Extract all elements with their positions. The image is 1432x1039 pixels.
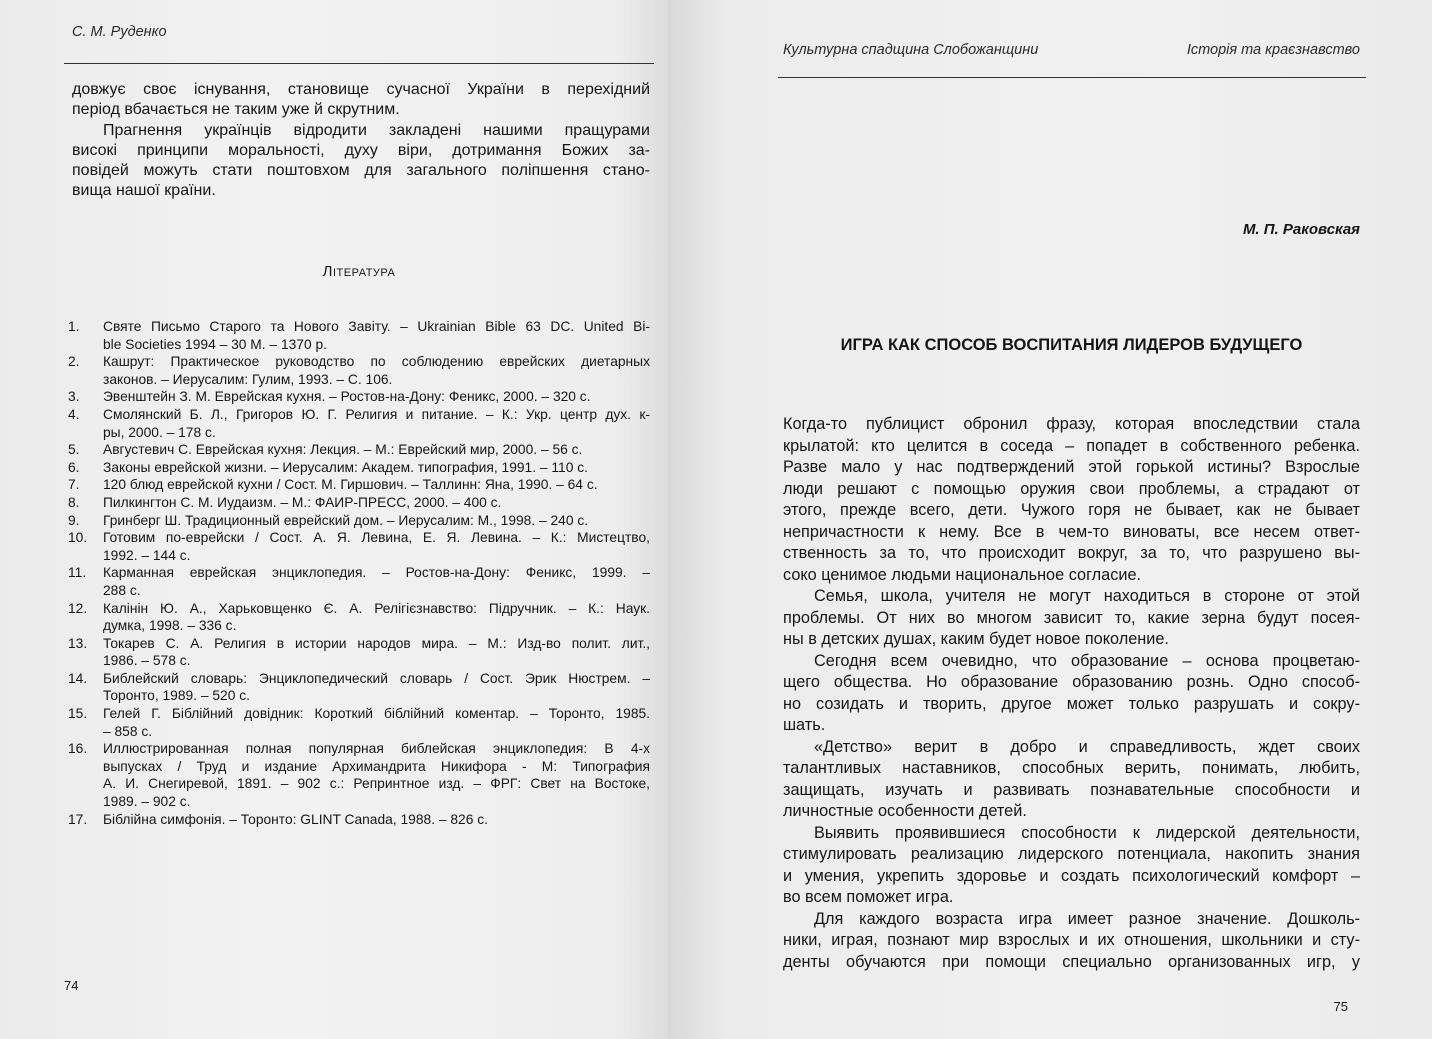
- text-line: Сегодня всем очевидно, что образование – основа процветаю-: [814, 651, 1360, 670]
- text-line: выпусках / Труд и издание Архимандрита Никифора - М: Типография: [103, 758, 650, 774]
- text-line: Карманная еврейская энциклопедия. – Ростов-на-Дону: Феникс, 1999. –: [103, 565, 650, 581]
- bibliography-item: [68, 318, 650, 353]
- text-line: Токарев С. А. Религия в истории народов мира. – М.: Изд-во полит. лит.,: [103, 635, 650, 651]
- text-line: 120 блюд еврейской кухни / Сост. М. Гиршович. – Таллинн: Яна, 1990. – 64 с.: [103, 477, 598, 493]
- text-line: непричастности к нему. Все в чем-то виноваты, все несем ответ-: [783, 522, 1360, 541]
- text-line: но созидать и творить, другое может только разрушать и сокру-: [783, 694, 1360, 713]
- text-line: ры, 2000. – 178 с.: [103, 424, 216, 440]
- bibliography-number: 11.: [68, 565, 87, 581]
- text-line: ники, играя, познают мир взрослых и их отношения, школьники и сту-: [783, 931, 1360, 949]
- text-line: во всем поможет игра.: [783, 888, 954, 906]
- page-number-right: 75: [1333, 999, 1348, 1014]
- bibliography-number: 3.: [68, 389, 80, 405]
- running-head-author: С. М. Руденко: [72, 24, 167, 40]
- bibliography-item: [68, 811, 650, 829]
- bibliography-number: 6.: [68, 459, 80, 475]
- bibliography-item: [68, 670, 650, 705]
- text-line: – 858 с.: [103, 723, 153, 739]
- bibliography-item: [68, 388, 650, 406]
- paragraph: [783, 651, 1360, 737]
- bibliography-number: 9.: [68, 512, 80, 528]
- bibliography-number: 16.: [68, 741, 88, 757]
- text-line: личностные особенности детей.: [783, 802, 1027, 820]
- bibliography-number: 1.: [68, 319, 80, 334]
- article-body-text: [783, 414, 1360, 973]
- bibliography-item: [68, 512, 650, 530]
- bibliography-number: 13.: [68, 635, 88, 651]
- bibliography-number: 5.: [68, 442, 80, 458]
- bibliography-number: 17.: [68, 811, 88, 827]
- text-line: этого, прежде всего, дети. Чужого горя не бывает, как не бывает: [783, 501, 1360, 519]
- bibliography-item: [68, 476, 650, 494]
- paragraph: [783, 586, 1360, 651]
- text-line: Семья, школа, учителя не могут находиться в стороне от этой: [814, 587, 1360, 605]
- text-line: Эвенштейн З. М. Еврейская кухня. – Ростов-на-Дону: Феникс, 2000. – 320 с.: [103, 389, 591, 405]
- paragraph: [783, 909, 1360, 974]
- bibliography-item: [68, 353, 650, 388]
- bibliography-item: [68, 406, 650, 441]
- text-line: Пилкингтон С. М. Иудаизм. – М.: ФАИР-ПРЕСС, 2000. – 400 с.: [103, 494, 502, 510]
- text-line: Законы еврейской жизни. – Иерусалим: Академ. типография, 1991. – 110 с.: [103, 459, 588, 475]
- text-line: думка, 1998. – 336 с.: [103, 618, 237, 634]
- bibliography-number: 10.: [68, 530, 88, 546]
- article-title: [783, 336, 1360, 355]
- text-line: Біблійна симфонія. – Торонто: GLINT Canada, 1988. – 826 с.: [103, 811, 488, 827]
- bibliography-number: 12.: [68, 600, 88, 616]
- text-line: проблемы. От них во многом зависит то, какие зерна будут посея-: [783, 608, 1360, 627]
- text-line: А. И. Снегиревой, 1891. – 902 с.: Репринтное изд. – ФРГ: Свет на Востоке,: [103, 776, 650, 792]
- bibliography-item: [68, 441, 650, 459]
- text-line: Готовим по-еврейски / Сост. А. Я. Левина, Е. Я. Левина. – К.: Мистецтво,: [103, 530, 650, 546]
- paragraph: [783, 737, 1360, 823]
- text-line: високі принципи моральності, духу віри, дотримання Божих за-: [72, 141, 650, 159]
- text-line: стимулировать реализацию лидерского потенциала, накопить знания: [783, 845, 1360, 863]
- text-line: шать.: [783, 716, 826, 734]
- paragraph: [783, 414, 1360, 586]
- text-line: Гелей Г. Біблійний довідник: Короткий біблійний коментар. – Торонто, 1985.: [103, 706, 650, 722]
- text-line: 288 с.: [103, 582, 141, 598]
- text-line: Кашрут: Практическое руководство по соблюдению еврейских диетарных: [103, 354, 650, 370]
- text-line: 1992. – 144 с.: [103, 547, 191, 563]
- bibliography-item: [68, 600, 650, 635]
- text-line: Выявить проявившиеся способности к лидерской деятельности,: [814, 823, 1360, 842]
- text-line: Торонто, 1989. – 520 с.: [103, 688, 250, 704]
- running-head-journal: Культурна спадщина Слобожанщини: [783, 42, 1039, 58]
- text-line: ственность за то, что происходит вокруг, за то, что разрушено вы-: [783, 544, 1360, 562]
- bibliography-number: 14.: [68, 670, 88, 686]
- bibliography-item: [68, 564, 650, 599]
- text-line: и умения, укрепить здоровье и создать психологический комфорт –: [783, 866, 1360, 885]
- bibliography-item: [68, 740, 650, 810]
- text-line: Калінін Ю. А., Харьковщенко Є. А. Релігієзнавство: Підручник. – К.: Наук.: [103, 600, 650, 616]
- bibliography-item: [68, 459, 650, 477]
- text-line: ble Societies 1994 – 30 M. – 1370 р.: [103, 336, 327, 352]
- text-line: люди решают с помощью оружия свои проблемы, а страдают от: [783, 479, 1360, 498]
- paragraph: [783, 823, 1360, 909]
- page-number-left: 74: [64, 978, 79, 993]
- left-page: [0, 0, 668, 1039]
- text-line: талантливых наставников, способных верить, понимать, любить,: [783, 759, 1360, 777]
- bibliography-item: [68, 529, 650, 564]
- paragraph: [72, 80, 650, 121]
- text-line: «Детство» верит в добро и справедливость, ждет своих: [814, 737, 1360, 756]
- text-line: Когда-то публицист обронил фразу, которая впоследствии стала: [783, 415, 1360, 433]
- running-head-section: Історія та краєзнавство: [1186, 42, 1360, 58]
- header-rule: [64, 63, 654, 64]
- bibliography-item: [68, 705, 650, 740]
- left-body-text: [72, 80, 650, 202]
- article-author: М. П. Раковская: [1242, 221, 1360, 238]
- text-line: Библейский словарь: Энциклопедический словарь / Сост. Эрик Нюстрем. –: [103, 670, 650, 686]
- text-line: ны в детских душах, каким будет новое поколение.: [783, 630, 1169, 648]
- text-line: Святе Письмо Старого та Нового Завіту. – Ukrainian Bible 63 DC. United Bi-: [103, 319, 650, 334]
- text-line: період вбачається не таким уже й скрутним.: [72, 101, 400, 119]
- text-line: Смолянский Б. Л., Григоров Ю. Г. Религия и питание. – К.: Укр. центр дух. к-: [103, 406, 650, 422]
- text-line: щего общества. Но образование образованию рознь. Одно способ-: [783, 673, 1360, 691]
- text-line: Августевич С. Еврейская кухня: Лекция. – М.: Еврейский мир, 2000. – 56 с.: [103, 442, 583, 458]
- text-line: Прагнення українців відродити закладені нашими пращурами: [103, 121, 650, 139]
- bibliography-item: [68, 494, 650, 512]
- text-line: довжує своє існування, становище сучасної України в перехідний: [72, 81, 650, 98]
- text-line: Разве мало у нас подтверждений этой горькой истины? Взрослые: [783, 458, 1360, 476]
- literature-heading: Література: [322, 263, 396, 280]
- right-page: [668, 0, 1432, 1039]
- text-line: законов. – Иерусалим: Гулим, 1993. – С. 106.: [103, 371, 393, 387]
- bibliography-number: 2.: [68, 354, 80, 370]
- text-line: денты обучаются при помощи специально организованных игр, у: [783, 952, 1360, 971]
- bibliography-number: 4.: [68, 406, 80, 422]
- text-line: Для каждого возраста игра имеет разное значение. Дошколь-: [814, 909, 1360, 928]
- paragraph: [72, 121, 650, 202]
- text-line: 1989. – 902 с.: [103, 794, 191, 810]
- article-title-text: ИГРА КАК СПОСОБ ВОСПИТАНИЯ ЛИДЕРОВ БУДУЩЕГО: [840, 336, 1303, 354]
- text-line: защищать, изучать и развивать познавательные способности и: [783, 780, 1360, 799]
- bibliography-item: [68, 635, 650, 670]
- text-line: Гринберг Ш. Традиционный еврейский дом. – Иерусалим: М., 1998. – 240 с.: [103, 512, 589, 528]
- bibliography-number: 15.: [68, 706, 88, 722]
- header-rule: [778, 77, 1366, 78]
- text-line: Иллюстрированная полная популярная библейская энциклопедия: В 4-х: [103, 741, 650, 757]
- text-line: вища нашої країни.: [72, 182, 216, 200]
- text-line: 1986. – 578 с.: [103, 653, 191, 669]
- text-line: повідей можуть стати поштовхом для загального поліпшення стано-: [72, 162, 650, 180]
- bibliography-number: 7.: [68, 477, 80, 493]
- text-line: соко ценимое людьми национальное согласие.: [783, 565, 1142, 584]
- bibliography-list: [68, 318, 650, 828]
- bibliography-number: 8.: [68, 494, 80, 510]
- text-line: крылатой: кто целится в соседа – попадет в собственного ребенка.: [783, 436, 1360, 455]
